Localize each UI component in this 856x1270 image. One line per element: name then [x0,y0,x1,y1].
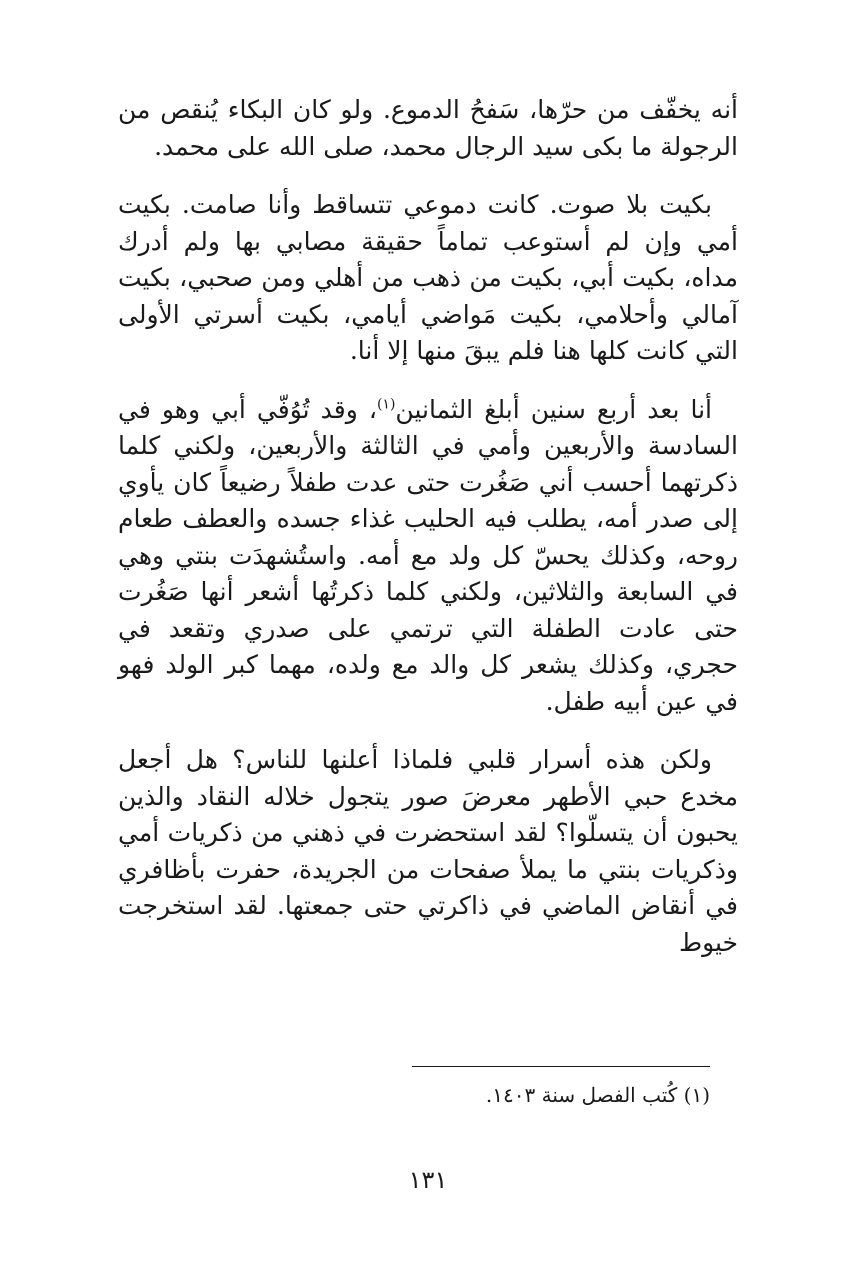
paragraph-3-start: أنا بعد أربع سنين أبلغ الثمانين [395,394,712,424]
footnote: (١) كُتب الفصل سنة ١٤٠٣. [485,1083,710,1107]
paragraph-1: أنه يخفّف من حرّها، سَفحُ الدموع. ولو كان البكاء يُنقص من الرجولة ما بكى سيد الرجال محمد، صلى الله على محمد. [118,95,738,161]
body-text [118,92,738,983]
footnote-divider [412,1066,710,1067]
page-number: ١٣١ [408,1166,448,1194]
paragraph-3-rest: ، وقد تُوُفّي أبي وهو في السادسة والأربعين وأمي في الثالثة والأربعين، ولكني كلما ذكرتهما أحسب أني صَغُرت حتى عدت طفلاً رضيعاً كان يأوي إلى صدر أمه، يطلب فيه الحليب غذاء جسده والعطف طعام روحه، وكذلك يحسّ كل ولد مع أمه. واستُشهدَت بنتي وهي في السابعة والثلاثين، ولكني كلما ذكرتُها أشعر أنها صَغُرت حتى عادت الطفلة التي ترتمي على صدري وتقعد في حجري، وكذلك يشعر كل والد مع ولده، مهما كبر الولد فهو في عين أبيه طفل. [118,394,738,716]
footnote-reference[interactable]: (١) [376,396,396,413]
paragraph-2: بكيت بلا صوت. كانت دموعي تتساقط وأنا صامت. بكيت أمي وإن لم أستوعب تماماً حقيقة مصابي بها ولم أدرك مداه، بكيت أبي، بكيت من ذهب من أهلي ومن صحبي، بكيت آمالي وأحلامي، بكيت مَواضي أيامي، بكيت أسرتي الأولى التي كانت كلها هنا فلم يبقَ منها إلا أنا. [118,190,738,365]
paragraph-4: ولكن هذه أسرار قلبي فلماذا أعلنها للناس؟ هل أجعل مخدع حبي الأطهر معرضَ صور يتجول خلاله النقاد والذين يحبون أن يتسلّوا؟ لقد استحضرت في ذهني من ذكريات أمي وذكريات بنتي ما يملأ صفحات من الجريدة، حفرت بأظافري في أنقاض الماضي في ذاكرتي حتى جمعتها. لقد استخرجت خيوط [118,745,738,957]
paragraph-3 [118,392,738,721]
